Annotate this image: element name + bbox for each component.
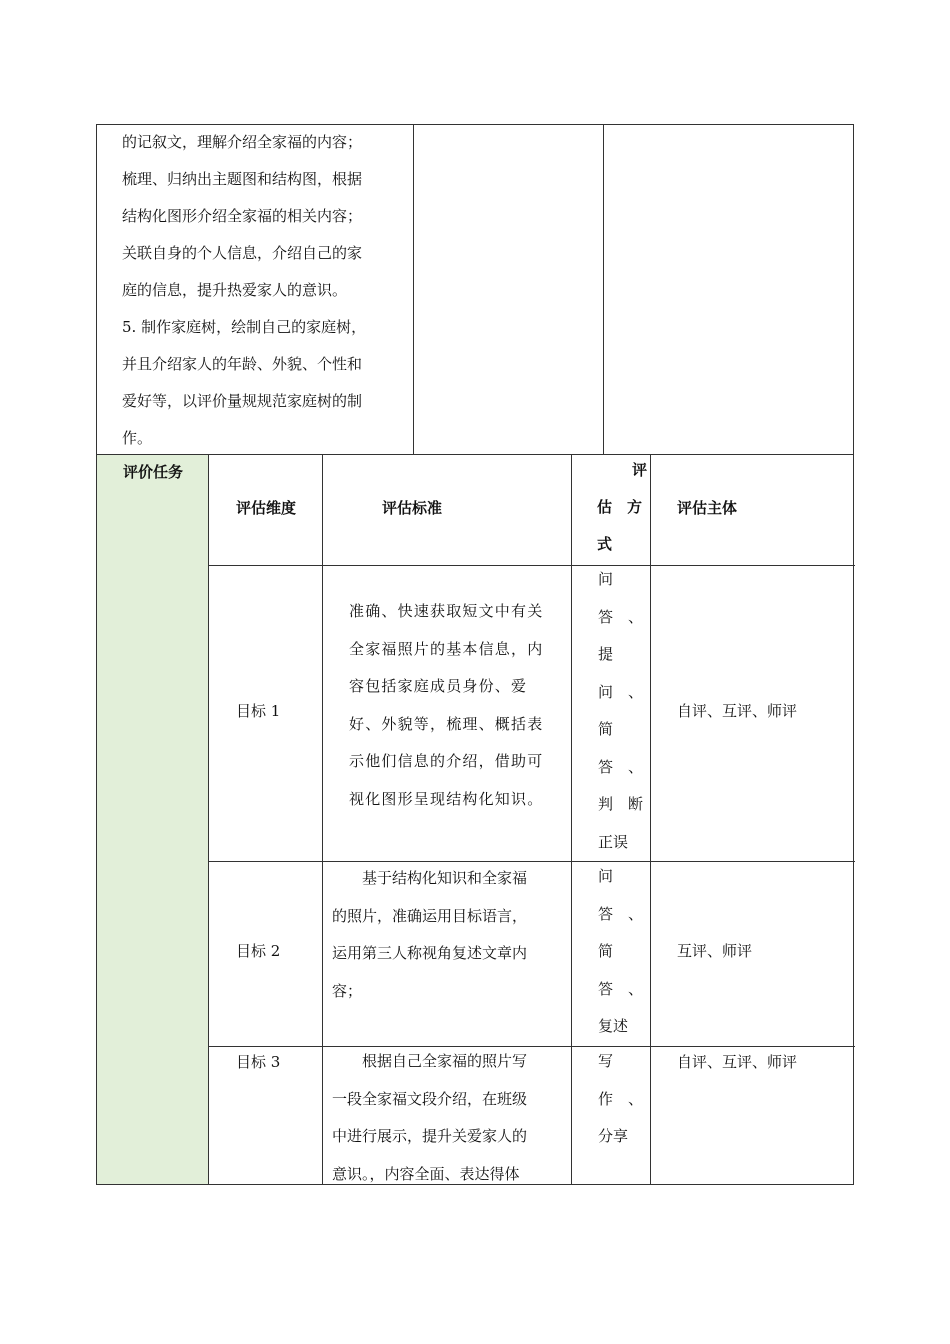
row-method (598, 1048, 643, 1161)
objectives-text-cell (97, 125, 414, 454)
text-line: 正误 (598, 832, 629, 851)
text-line: 问 (598, 570, 614, 588)
text-line: 答 、 (598, 904, 644, 923)
text-line: 庭的信息，提升热爱家人的意识。 (122, 281, 348, 299)
row-subject: 互评、师评 (677, 942, 753, 960)
text-line: 简 (598, 720, 614, 738)
text-line: 写 (598, 1052, 614, 1070)
text-line: 分享 (598, 1127, 629, 1145)
text-line: 答 、 (598, 607, 644, 626)
grid-line (209, 1046, 855, 1047)
header-method-line: 评 (631, 461, 647, 479)
text-line: 的照片，准确运用目标语言， (332, 906, 528, 925)
text-line: 根据自己全家福的照片写 (332, 1052, 528, 1070)
grid-line (209, 861, 855, 862)
text-line: 运用第三人称视角复述文章内 (332, 944, 528, 962)
text-line: 视化图形呈现结构化知识。 (349, 789, 544, 808)
text-line: 的记叙文，理解介绍全家福的内容； (122, 133, 363, 151)
text-line: 问 、 (598, 682, 644, 701)
teaching-objectives-table (96, 124, 854, 455)
row-dimension: 目标 2 (236, 942, 281, 960)
text-line: 并且介绍家人的年龄、外貌、个性和 (122, 355, 363, 373)
row-method (598, 566, 643, 866)
header-standard: 评估标准 (382, 499, 443, 517)
text-line: 关联自身的个人信息，介绍自己的家 (122, 244, 363, 262)
header-method (597, 457, 647, 568)
header-subject: 评估主体 (677, 499, 738, 517)
text-line: 答 、 (598, 757, 644, 776)
empty-cell (414, 125, 604, 454)
text-line: 问 (598, 867, 614, 885)
text-line: 5. 制作家庭树，绘制自己的家庭树， (122, 318, 367, 336)
row-dimension: 目标 3 (236, 1053, 281, 1071)
header-method-line: 估 方 (597, 498, 643, 516)
text-line: 梳理、归纳出主题图和结构图，根据 (122, 170, 363, 188)
text-line: 示他们信息的介绍，借助可 (349, 752, 544, 770)
text-line: 答 、 (598, 979, 644, 998)
text-line: 中进行展示，提升关爱家人的 (332, 1127, 528, 1145)
header-dimension: 评估维度 (236, 499, 297, 517)
text-line: 简 (598, 942, 614, 960)
text-line: 复述 (598, 1017, 629, 1035)
text-line: 好、外貌等，梳理、概括表 (349, 714, 544, 733)
text-line: 判 断 (598, 795, 644, 813)
text-line: 一段全家福文段介绍，在班级 (332, 1089, 528, 1108)
row-standard (349, 598, 543, 823)
evaluation-task-label-cell (97, 455, 209, 1184)
header-method-line: 式 (597, 535, 613, 553)
empty-cell (604, 125, 854, 454)
objectives-text (122, 129, 407, 462)
text-line: 容包括家庭成员身份、爱 (349, 677, 528, 695)
text-line: 提 (598, 645, 614, 663)
grid-line (209, 565, 855, 566)
row-subject: 自评、互评、师评 (677, 702, 798, 720)
text-line: 准确、快速获取短文中有关 (349, 602, 544, 620)
row-standard (332, 1048, 527, 1198)
text-line: 基于结构化知识和全家福 (332, 869, 528, 887)
text-line: 作。 (122, 429, 153, 447)
evaluation-table (96, 455, 854, 1185)
row-dimension: 目标 1 (236, 702, 281, 720)
text-line: 容； (332, 981, 363, 1000)
evaluation-task-label: 评价任务 (123, 463, 184, 481)
text-line: 意识。，内容全面、表达得体 (332, 1164, 520, 1183)
row-standard (332, 865, 527, 1015)
text-line: 结构化图形介绍全家福的相关内容； (122, 207, 363, 225)
text-line: 爱好等，以评价量规规范家庭树的制 (122, 392, 363, 410)
text-line: 全家福照片的基本信息，内 (349, 639, 544, 658)
row-method (598, 863, 643, 1051)
row-subject: 自评、互评、师评 (677, 1053, 798, 1071)
text-line: 作 、 (598, 1089, 644, 1108)
